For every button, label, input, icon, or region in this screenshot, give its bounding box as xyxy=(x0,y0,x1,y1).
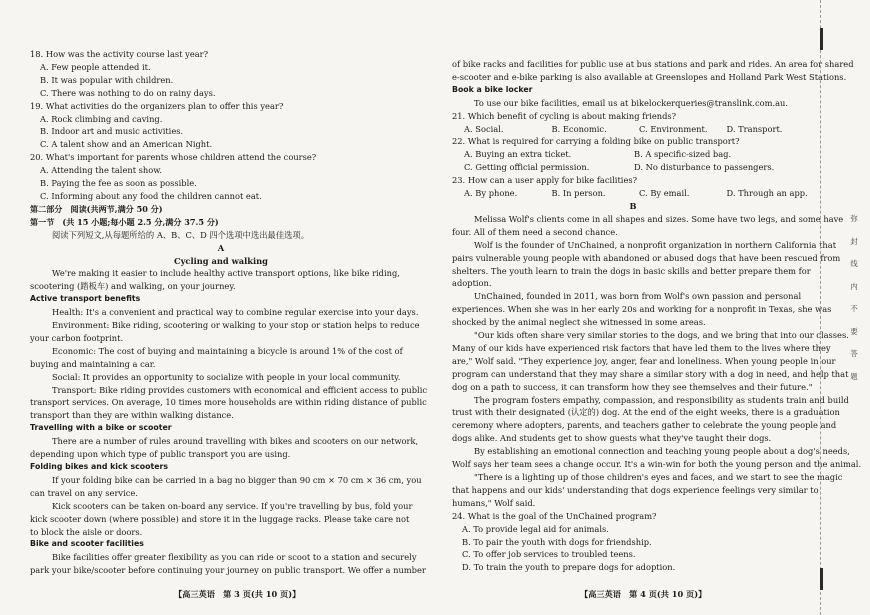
b-p3-3: shocked by the animal neglect she witnessed in some areas. xyxy=(452,317,706,328)
option-18c: C. There was nothing to do on rainy days. xyxy=(40,87,216,98)
b-p3-1: UnChained, founded in 2011, was born from Wolf's own passion and personal xyxy=(474,291,802,302)
kick-1: Kick scooters can be taken on-board any service. If you're travelling by bus, fold your xyxy=(52,500,413,511)
benefit-social: Social: It provides an opportunity to socialize with people in your local community. xyxy=(52,371,401,382)
intro-line-1: We're making it easier to include healthy active transport options, like bike riding, xyxy=(52,268,400,279)
benefit-economic-2: buying and maintaining a car. xyxy=(30,358,156,369)
question-21: 21. Which benefit of cycling is about making friends? xyxy=(452,110,677,121)
b-p2-4: adoption. xyxy=(452,278,492,289)
question-24: 24. What is the goal of the UnChained program? xyxy=(452,510,657,521)
b-p6-1: By establishing an emotional connection and teaching young people about a dog's needs, xyxy=(474,446,850,457)
b-p6-2: Wolf says her team sees a change occur. It's a win-win for both the young person and the animal. xyxy=(452,459,862,470)
notice-char: 不 xyxy=(850,304,858,313)
part-two-title: 第二部分 阅读(共两节,满分 50 分) xyxy=(30,203,163,214)
folding-2: can travel on any service. xyxy=(30,487,138,498)
locker-text: To use our bike facilities, email us at bikelockerqueries@translink.com.au. xyxy=(474,97,789,108)
section-instruction: 阅读下列短文,从每题所给的 A、B、C、D 四个选项中选出最佳选项。 xyxy=(52,229,310,240)
binding-mark-top xyxy=(820,28,823,50)
travelling-1: There are a number of rules around travelling with bikes and scooters on our network, xyxy=(52,436,419,447)
notice-char: 题 xyxy=(850,371,858,381)
notice-char: 弥 xyxy=(850,214,858,223)
binding-line xyxy=(820,0,822,615)
benefit-environment-1: Environment: Bike riding, scootering or walking to your stop or station helps to reduce xyxy=(52,320,420,331)
option-21a: A. Social. xyxy=(464,123,504,134)
option-22b: B. A specific-sized bag. xyxy=(634,149,732,160)
option-20c: C. Informing about any food the children cannot eat. xyxy=(40,190,262,201)
option-19c: C. A talent show and an American Night. xyxy=(40,139,213,150)
right-page xyxy=(452,58,862,574)
option-20b: B. Paying the fee as soon as possible. xyxy=(40,178,197,189)
facilities-1: Bike facilities offer greater flexibility as you can ride or scoot to a station and securely xyxy=(52,552,417,563)
notice-char: 封 xyxy=(850,236,858,246)
continuation-2: e-scooter and e-bike parking is also available at Greenslopes and Holland Park West Stations. xyxy=(452,71,847,82)
option-18b: B. It was popular with children. xyxy=(40,74,174,85)
b-p2-1: Wolf is the founder of UnChained, a nonprofit organization in northern California that xyxy=(474,239,837,250)
option-22a: A. Buying an extra ticket. xyxy=(464,149,572,160)
option-19b: B. Indoor art and music activities. xyxy=(40,126,184,137)
option-24b: B. To pair the youth with dogs for friendship. xyxy=(462,536,652,547)
question-22: 22. What is required for carrying a folding bike on public transport? xyxy=(452,136,740,147)
benefit-economic-1: Economic: The cost of buying and maintaining a bicycle is around 1% of the cost of xyxy=(52,345,403,356)
b-p2-3: shelters. The youth learn to train the dogs in basic skills and better prepare them for xyxy=(452,265,811,276)
heading-locker: Book a bike locker xyxy=(452,84,533,94)
question-23: 23. How can a user apply for bike facilities? xyxy=(452,175,638,186)
section-one-title: 第一节 (共 15 小题;每小题 2.5 分,满分 37.5 分) xyxy=(30,216,219,227)
notice-char: 内 xyxy=(850,281,858,291)
notice-char: 线 xyxy=(850,259,858,268)
travelling-2: depending upon which type of public transport you are using. xyxy=(30,449,291,460)
passage-title: Cycling and walking xyxy=(173,255,268,266)
kick-3: to block the aisle or doors. xyxy=(30,526,143,537)
question-19: 19. What activities do the organizers plan to offer this year? xyxy=(30,100,284,111)
b-p5-2: trust with their designated (认定的) dog. At the end of the eight weeks, there is a graduation xyxy=(452,407,840,418)
option-23b: B. In person. xyxy=(551,188,606,199)
heading-travelling: Travelling with a bike or scooter xyxy=(30,423,172,433)
binding-mark-bottom xyxy=(820,568,823,590)
option-23c: C. By email. xyxy=(639,188,690,199)
question-18: 18. How was the activity course last year? xyxy=(30,49,209,59)
benefit-environment-2: your carbon footprint. xyxy=(30,332,124,343)
heading-benefits: Active transport benefits xyxy=(30,294,141,304)
intro-line-2: scootering (踏板车) and walking, on your journey. xyxy=(30,281,236,292)
folding-1: If your folding bike can be carried in a bag no bigger than 90 cm × 70 cm × 36 cm, you xyxy=(52,474,422,485)
passage-letter-b: B xyxy=(629,200,637,211)
options-23 xyxy=(452,187,814,200)
notice-char: 答 xyxy=(850,349,858,358)
option-21b: B. Economic. xyxy=(551,123,607,134)
option-23d: D. Through an app. xyxy=(726,188,808,199)
option-19a: A. Rock climbing and caving. xyxy=(40,113,163,124)
options-21 xyxy=(452,123,814,136)
benefit-transport-3: transport than they are within walking distance. xyxy=(30,410,234,421)
b-p1-2: four. All of them need a second chance. xyxy=(452,226,618,237)
b-p3-2: experiences. When she was in her early 20s and working for a nonprofit in Texas, she was xyxy=(452,304,832,315)
page-footer-left: 【高三英语 第 3 页(共 10 页)】 xyxy=(174,589,301,599)
page-footer-right: 【高三英语 第 4 页(共 10 页)】 xyxy=(580,589,707,599)
benefit-health: Health: It's a convenient and practical way to combine regular exercise into your days. xyxy=(52,307,419,318)
b-p5-3: ceremony where adopters, parents, and teachers gather to celebrate the young people and xyxy=(452,420,837,431)
benefit-transport-2: transport services. On average, 10 times more households are within riding distance of public xyxy=(30,397,427,408)
facilities-2: park your bike/scooter before continuing your journey on public transport. We offer a number xyxy=(30,565,426,576)
option-24a: A. To provide legal aid for animals. xyxy=(462,523,609,534)
b-p1-1: Melissa Wolf's clients come in all shapes and sizes. Some have two legs, and some have xyxy=(474,213,844,224)
b-p4-4: program can understand that they may share a similar story with a dog in need, and help that xyxy=(452,368,849,379)
options-22-cd xyxy=(452,161,814,174)
question-20: 20. What's important for parents whose children attend the course? xyxy=(30,152,317,163)
b-p4-5: dog on a path to success, it can transform how they see themselves and their future." xyxy=(452,381,813,392)
b-p4-3: are," Wolf said. "They experience joy, anger, fear and loneliness. When young people in our xyxy=(452,355,836,366)
option-21c: C. Environment. xyxy=(639,123,708,134)
b-p5-1: The program fosters empathy, compassion, and responsibility as students train and build xyxy=(474,394,849,405)
b-p4-1: "Our kids often share very similar stories to the dogs, and we bring that into our classes. xyxy=(474,330,849,341)
option-22c: C. Getting official permission. xyxy=(464,162,590,173)
heading-facilities: Bike and scooter facilities xyxy=(30,539,144,549)
options-22-ab xyxy=(452,148,814,161)
seal-line-notice xyxy=(849,208,859,388)
option-20a: A. Attending the talent show. xyxy=(40,165,163,176)
left-page xyxy=(30,48,428,577)
kick-2: kick scooter down (where possible) and store it in the luggage racks. Please take care not xyxy=(30,513,410,524)
passage-letter-a: A xyxy=(217,242,225,253)
option-21d: D. Transport. xyxy=(726,123,783,134)
b-p7-2: that happens and our kids' understanding that dogs experience feelings very similar to xyxy=(452,484,819,495)
b-p4-2: Many of our kids have experienced risk factors that have led them to the lives where they xyxy=(452,342,831,353)
option-24c: C. To offer job services to troubled teens. xyxy=(462,549,636,560)
b-p5-4: dogs alike. And students get to show guests what they've taught their dogs. xyxy=(452,433,772,444)
option-24d: D. To train the youth to prepare dogs for adoption. xyxy=(462,562,676,573)
option-18a: A. Few people attended it. xyxy=(40,61,151,72)
notice-char: 要 xyxy=(850,326,858,336)
b-p2-2: pairs vulnerable young people with abandoned or abused dogs that have been rescued from xyxy=(452,252,841,263)
heading-folding: Folding bikes and kick scooters xyxy=(30,462,168,471)
b-p7-3: humans," Wolf said. xyxy=(452,497,536,508)
benefit-transport-1: Transport: Bike riding provides customers with economical and efficient access to public xyxy=(52,384,428,395)
b-p7-1: "There is a lighting up of those children's eyes and faces, and we start to see the magic xyxy=(474,472,843,482)
option-23a: A. By phone. xyxy=(464,188,518,199)
continuation-1: of bike racks and facilities for public use at bus stations and park and rides. An area for shared xyxy=(452,59,854,69)
option-22d: D. No disturbance to passengers. xyxy=(634,162,775,173)
